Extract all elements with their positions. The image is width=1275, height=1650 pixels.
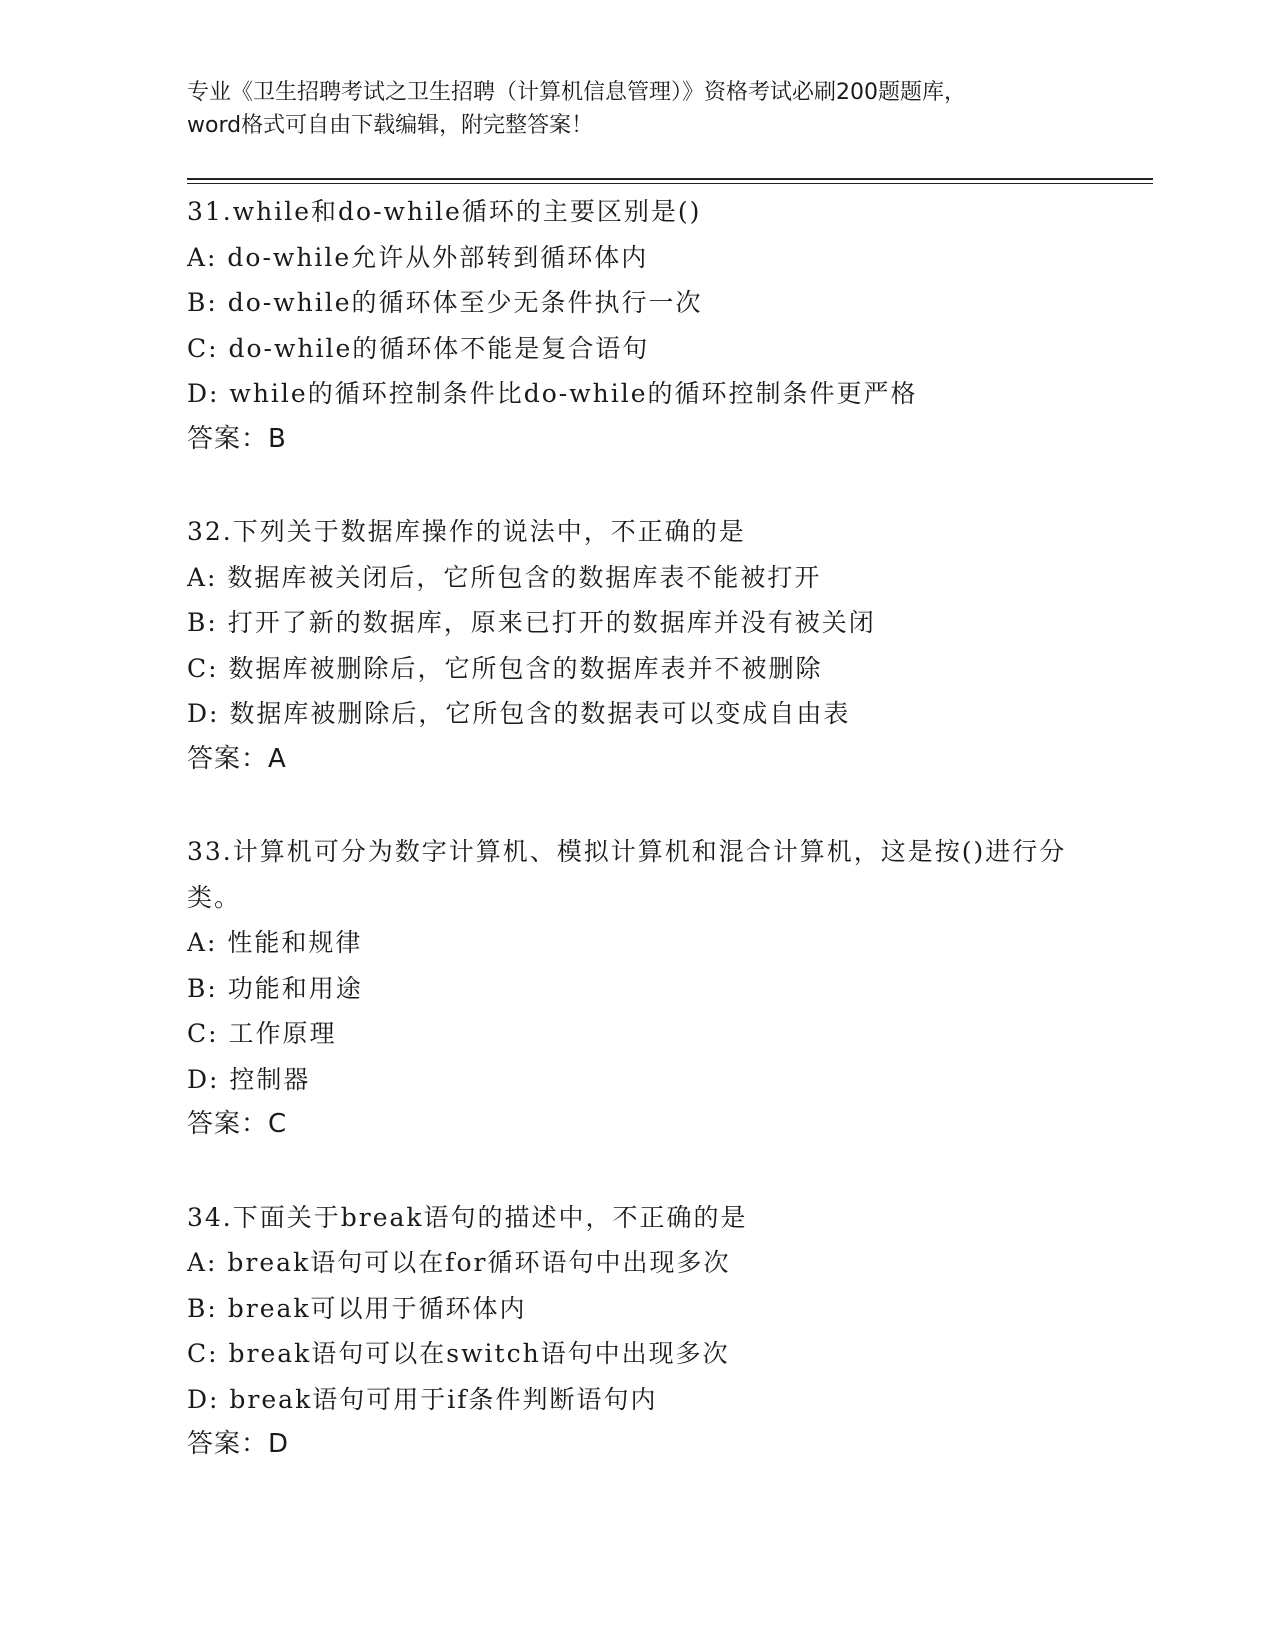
option-b: B: break可以用于循环体内: [187, 1293, 527, 1323]
question-31: [187, 189, 1087, 462]
header-divider-thin: [187, 183, 1153, 184]
answer-line: 答案：B: [187, 423, 287, 454]
header-subtitle-line: word格式可自由下载编辑，附完整答案！: [187, 113, 594, 138]
option-d: D: while的循环控制条件比do-while的循环控制条件更严格: [187, 379, 918, 408]
option-b: B: 功能和用途: [187, 973, 363, 1003]
option-d: D: 数据库被删除后，它所包含的数据表可以变成自由表: [187, 699, 851, 728]
question-34: [187, 1195, 1087, 1468]
answer-line: 答案：D: [187, 1429, 290, 1459]
option-d: D: break语句可用于if条件判断语句内: [187, 1384, 658, 1414]
option-c: C: break语句可以在switch语句中出现多次: [187, 1339, 730, 1368]
option-c: C: 数据库被删除后，它所包含的数据库表并不被删除: [187, 653, 823, 683]
option-c: C: 工作原理: [187, 1019, 337, 1048]
question-stem: 33.计算机可分为数字计算机、模拟计算机和混合计算机，这是按()进行分类。: [187, 837, 1067, 912]
option-b: B: do-while的循环体至少无条件执行一次: [187, 288, 703, 317]
question-33: [187, 829, 1087, 1148]
question-stem: 31.while和do-while循环的主要区别是(): [187, 197, 702, 226]
question-stem: 34.下面关于break语句的描述中，不正确的是: [187, 1202, 748, 1232]
option-b: B: 打开了新的数据库，原来已打开的数据库并没有被关闭: [187, 608, 876, 637]
question-list: [187, 189, 1087, 1515]
answer-line: 答案：C: [187, 1109, 288, 1139]
question-stem: 32.下列关于数据库操作的说法中，不正确的是: [187, 517, 746, 546]
document-header: [187, 76, 1087, 142]
option-a: A: 数据库被关闭后，它所包含的数据库表不能被打开: [187, 562, 822, 592]
header-divider-thick: [187, 178, 1153, 180]
answer-line: 答案：A: [187, 743, 287, 774]
option-d: D: 控制器: [187, 1064, 311, 1094]
option-a: A: break语句可以在for循环语句中出现多次: [187, 1248, 731, 1277]
option-a: A: 性能和规律: [187, 928, 363, 957]
option-c: C: do-while的循环体不能是复合语句: [187, 333, 650, 363]
header-title-line: 专业《卫生招聘考试之卫生招聘（计算机信息管理）》资格考试必刷200题题库，: [187, 80, 966, 105]
question-32: [187, 509, 1087, 782]
option-a: A: do-while允许从外部转到循环体内: [187, 242, 649, 272]
